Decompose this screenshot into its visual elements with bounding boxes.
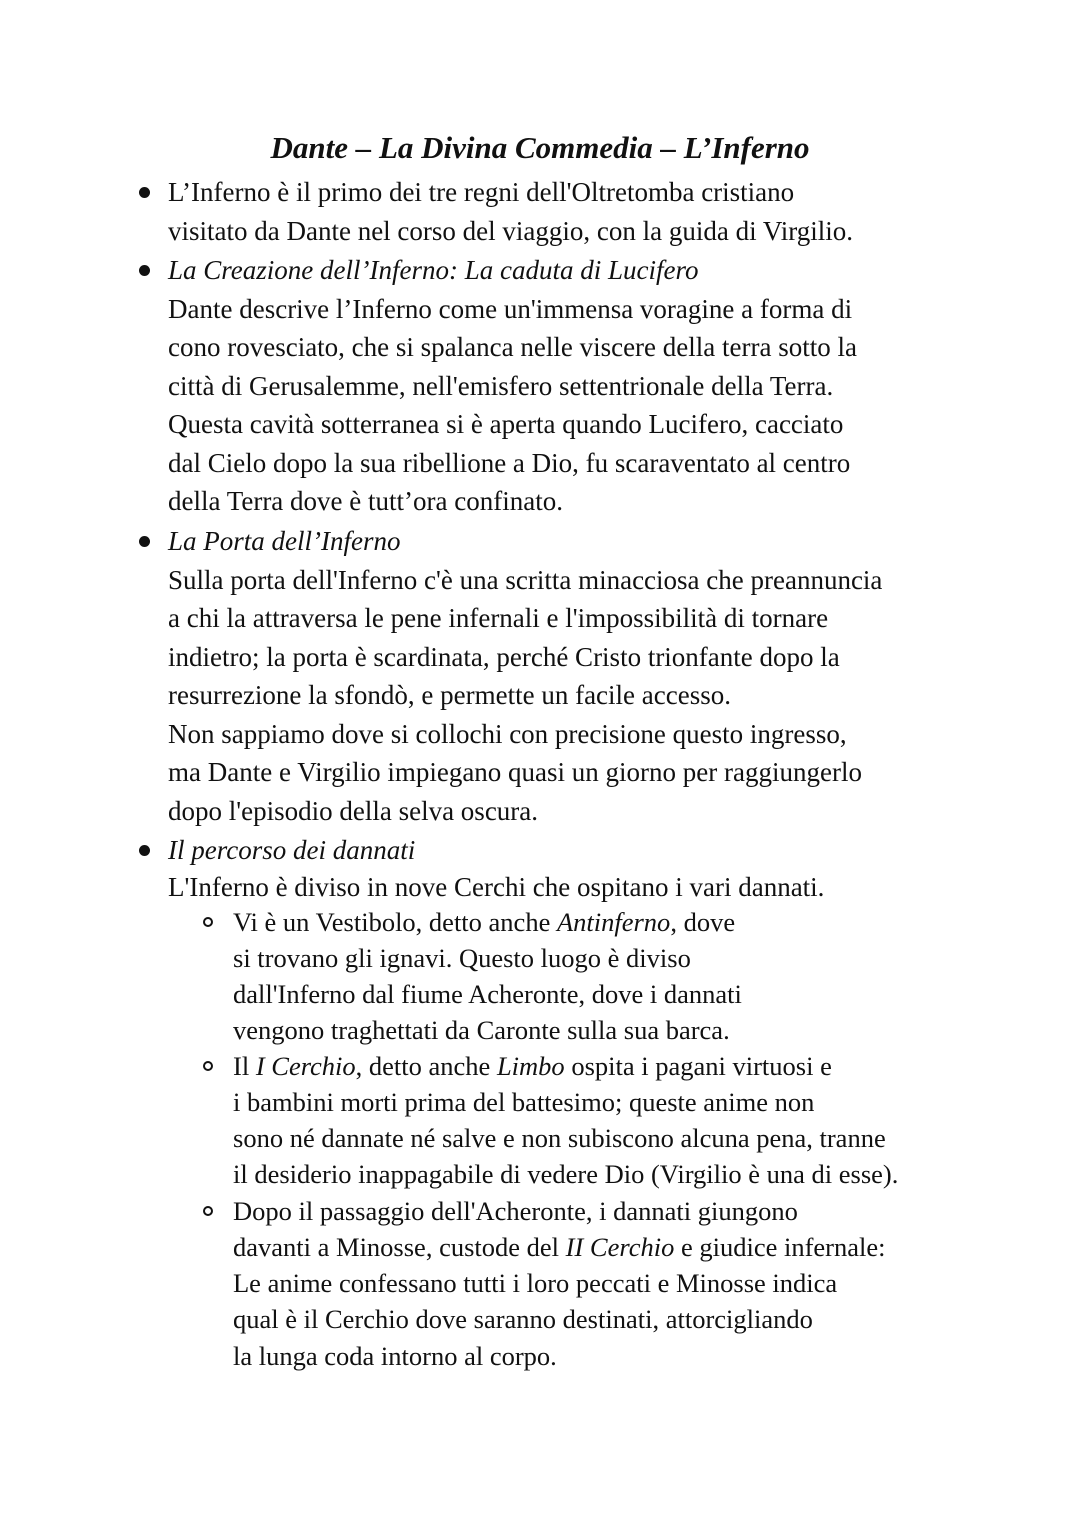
bullet-dot-icon bbox=[139, 522, 150, 560]
limbo-line-3: sono né dannate né salve e non subiscono alcuna pena, tranne bbox=[233, 1123, 886, 1153]
porta-line: resurrezione la sfondò, e permette un facile accesso. bbox=[168, 680, 731, 710]
vestibolo-line-1: Vi è un Vestibolo, detto anche Antinferno, dove bbox=[233, 907, 736, 937]
vestibolo-line-3: dall'Inferno dal fiume Acheronte, dove i dannati bbox=[233, 979, 742, 1009]
creazione-line: Dante descrive l’Inferno come un'immensa voragine a forma di bbox=[168, 294, 853, 324]
limbo-line-4: il desiderio inappagabile di vedere Dio (Virgilio è una di esse). bbox=[233, 1159, 899, 1189]
porta-line: indietro; la porta è scardinata, perché Cristo trionfante dopo la bbox=[168, 642, 840, 672]
section-heading-creazione: La Creazione dell’Inferno: La caduta di Lucifero bbox=[168, 255, 699, 285]
creazione-line: città di Gerusalemme, nell'emisfero settentrionale della Terra. bbox=[168, 371, 834, 401]
bullet-dot-icon bbox=[139, 173, 150, 211]
creazione-line: dal Cielo dopo la sua ribellione a Dio, fu scaraventato al centro bbox=[168, 448, 851, 478]
creazione-line: Questa cavità sotterranea si è aperta quando Lucifero, cacciato bbox=[168, 409, 844, 439]
limbo-line-1: Il I Cerchio, detto anche Limbo ospita i pagani virtuosi e bbox=[233, 1051, 832, 1081]
creazione-line: della Terra dove è tutt’ora confinato. bbox=[168, 486, 563, 516]
intro-line-1: L’Inferno è il primo dei tre regni dell'Oltretomba cristiano bbox=[168, 177, 795, 207]
porta-line: a chi la attraversa le pene infernali e l'impossibilità di tornare bbox=[168, 603, 829, 633]
bullet-dot-icon bbox=[139, 831, 150, 869]
minosse-line-2: davanti a Minosse, custode del II Cerchio e giudice infernale: bbox=[233, 1232, 886, 1262]
minosse-line-3: Le anime confessano tutti i loro peccati e Minosse indica bbox=[233, 1268, 838, 1298]
minosse-line-1: Dopo il passaggio dell'Acheronte, i dannati giungono bbox=[233, 1196, 798, 1226]
creazione-line: cono rovesciato, che si spalanca nelle viscere della terra sotto la bbox=[168, 332, 857, 362]
porta-line: dopo l'episodio della selva oscura. bbox=[168, 796, 539, 826]
section-heading-percorso: Il percorso dei dannati bbox=[168, 835, 416, 865]
section-heading-porta: La Porta dell’Inferno bbox=[168, 526, 401, 556]
porta-line: Non sappiamo dove si collochi con precisione questo ingresso, bbox=[168, 719, 847, 749]
percorso-intro: L'Inferno è diviso in nove Cerchi che ospitano i vari dannati. bbox=[168, 872, 825, 902]
bullet-circle-icon bbox=[203, 904, 213, 940]
porta-line: Sulla porta dell'Inferno c'è una scritta minacciosa che preannuncia bbox=[168, 565, 883, 595]
page-title: Dante – La Divina Commedia – L’Inferno bbox=[270, 130, 810, 165]
minosse-line-5: la lunga coda intorno al corpo. bbox=[233, 1341, 557, 1371]
intro-line-2: visitato da Dante nel corso del viaggio, con la guida di Virgilio. bbox=[168, 216, 853, 246]
limbo-line-2: i bambini morti prima del battesimo; queste anime non bbox=[233, 1087, 815, 1117]
vestibolo-line-2: si trovano gli ignavi. Questo luogo è diviso bbox=[233, 943, 691, 973]
bullet-circle-icon bbox=[203, 1193, 213, 1229]
bullet-circle-icon bbox=[203, 1048, 213, 1084]
porta-line: ma Dante e Virgilio impiegano quasi un giorno per raggiungerlo bbox=[168, 757, 862, 787]
minosse-line-4: qual è il Cerchio dove saranno destinati, attorcigliando bbox=[233, 1304, 813, 1334]
vestibolo-line-4: vengono traghettati da Caronte sulla sua barca. bbox=[233, 1015, 730, 1045]
bullet-dot-icon bbox=[139, 251, 150, 289]
